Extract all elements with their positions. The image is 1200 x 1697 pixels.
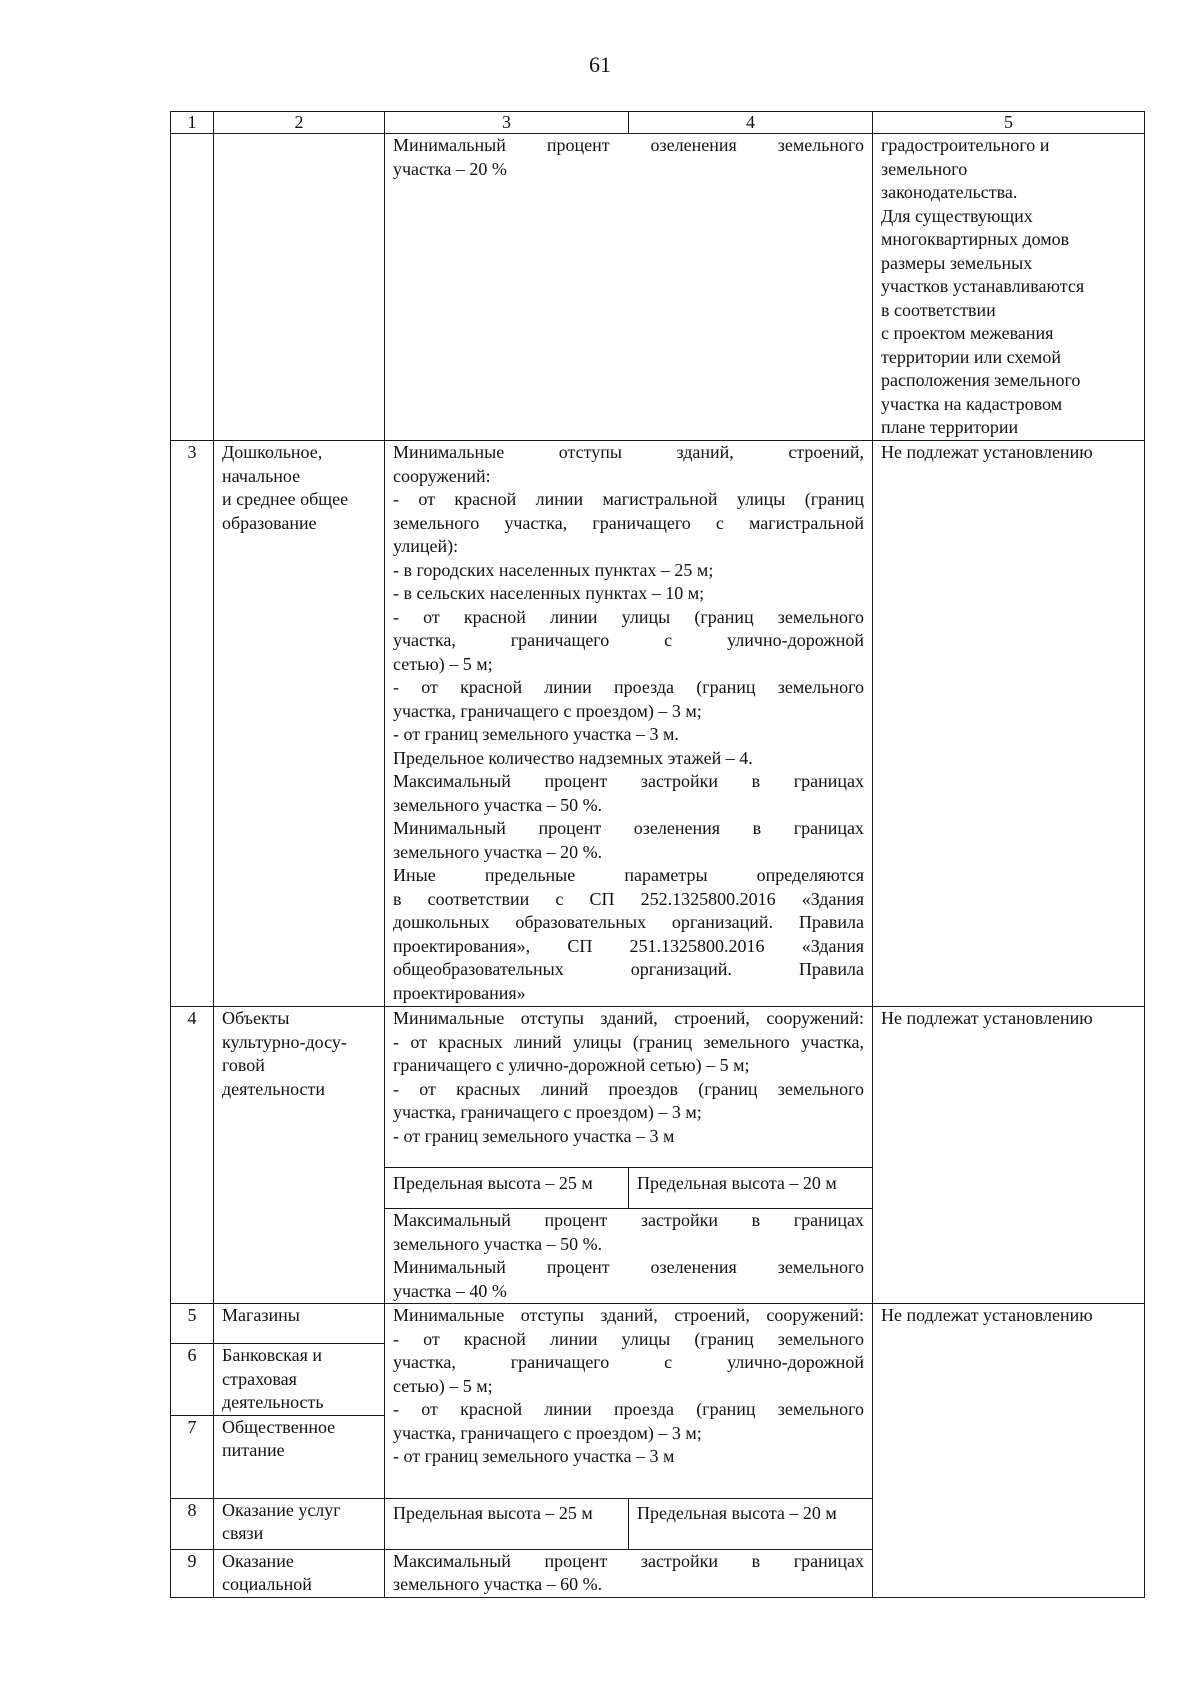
text-line: - от красных линий улицы (границ земельного участка, [393,1031,864,1052]
parameters-cell [385,1304,873,1499]
table-row-5 [171,1304,1145,1344]
text-line: проектирования» [393,982,526,1003]
parameters-cell [385,441,873,1007]
text-line: Общественное [222,1416,336,1437]
notes-cell: Не подлежат установлению [873,441,1145,1007]
height-limit-cell-urban: Предельная высота – 25 м [385,1498,629,1549]
text-line: культурно-досу- [222,1031,347,1052]
text-line: в соответствии [881,299,996,320]
text-line: участка, граничащего с проездом) – 3 м; [393,700,702,721]
text-line: Минимальный процент озеленения в границах [393,818,864,838]
height-limit-cell-rural: Предельная высота – 20 м [629,1498,873,1549]
text-line: плане территории [881,417,1019,437]
text-line: Минимальные отступы зданий, строений, сооружений: [393,1305,864,1325]
text-line: - от красной линии проезда (границ земельного [393,677,864,697]
text-line: - от красной линии улицы (границ земельного [393,1328,864,1349]
text-line: - в сельских населенных пунктах – 10 м; [393,583,705,603]
text-line: деятельность [222,1392,324,1412]
text-line: размеры земельных [881,252,1033,273]
text-line: общеобразовательных организаций. Правила [393,959,864,979]
notes-cell: Не подлежат установлению [873,1007,1145,1304]
text-line: участка – 20 % [393,158,507,179]
use-type-cell [214,1007,385,1304]
text-line: земельного [881,158,968,179]
text-line: земельного участка – 50 %. [393,1233,603,1254]
text-line: - от границ земельного участка – 3 м [393,1125,675,1146]
text-line: питание [222,1440,285,1460]
parameters-cell [385,1007,873,1168]
text-line: Магазины [222,1305,300,1325]
text-line: Минимальный процент озеленения земельного [393,1257,864,1277]
row-number: 8 [171,1498,214,1549]
row-number: 9 [171,1549,214,1597]
text-line: говой [222,1055,265,1075]
table-row-4 [171,1007,1145,1168]
row-number: 4 [171,1007,214,1304]
text-line: - от красной линии улицы (границ земельного [393,606,864,627]
height-limit-cell-rural: Предельная высота – 20 м [629,1168,873,1209]
text-line: улицей): [393,536,459,556]
notes-cell [873,134,1145,441]
text-line: участка, граничащего с проездом) – 3 м; [393,1422,702,1443]
text-line: градостроительного и [881,135,1050,155]
regulations-table [170,111,1145,1598]
text-line: в соответствии с СП 252.1325800.2016 «Здания [393,888,864,909]
text-line: Дошкольное, [222,442,323,462]
parameters-cell [385,1209,873,1304]
use-type-cell [214,1498,385,1549]
text-line: Минимальные отступы зданий, строений, сооружений: [393,1008,864,1028]
text-line: - от границ земельного участка – 3 м [393,1446,675,1466]
text-line: с проектом межевания [881,323,1054,343]
header-cell-4: 4 [629,112,873,134]
text-line: участка, граничащего с улично-дорожной [393,1352,864,1372]
text-line: Максимальный процент застройки в границах [393,1550,864,1571]
text-line: - в городских населенных пунктах – 25 м; [393,559,714,580]
text-line: Банковская и [222,1345,323,1365]
text-line: - от красной линии проезда (границ земельного [393,1399,864,1419]
text-line: дошкольных образовательных организаций. Правила [393,912,864,932]
row-number: 3 [171,441,214,1007]
text-line: территории или схемой [881,346,1061,367]
text-line: Иные предельные параметры определяются [393,865,864,885]
text-line: сетью) – 5 м; [393,1375,493,1396]
text-line: земельного участка – 60 %. [393,1574,603,1594]
text-line: и среднее общее [222,489,349,509]
text-line: Объекты [222,1008,290,1028]
use-type-cell [214,1549,385,1597]
text-line: участка – 40 % [393,1280,507,1301]
row-number: 6 [171,1344,214,1416]
text-line: социальной [222,1574,312,1594]
header-cell-2: 2 [214,112,385,134]
row-number: 7 [171,1415,214,1498]
table-header-row [171,112,1145,134]
use-type-cell [214,1415,385,1498]
use-type-cell [214,441,385,1007]
row-number: 5 [171,1304,214,1344]
text-line: Минимальные отступы зданий, строений, [393,442,864,462]
row-number [171,134,214,441]
table-row-3 [171,441,1145,1007]
text-line: образование [222,512,317,533]
text-line: земельного участка – 50 %. [393,794,603,815]
text-line: начальное [222,465,301,486]
text-line: деятельности [222,1078,326,1099]
text-line: расположения земельного [881,370,1081,390]
text-line: сетью) – 5 м; [393,653,493,674]
text-line: земельного участка, граничащего с магистральной [393,512,864,533]
text-line: Для существующих [881,205,1033,226]
text-line: сооружений: [393,465,491,486]
text-line: Оказание [222,1550,294,1571]
text-line: - от красных линий проездов (границ земельного [393,1078,864,1099]
text-line: Оказание услуг [222,1499,341,1520]
text-line: - от красной линии магистральной улицы (границ [393,489,864,509]
table-row-continuation [171,134,1145,441]
header-cell-1: 1 [171,112,214,134]
text-line: Минимальный процент озеленения земельного [393,135,864,155]
text-line: участков устанавливаются [881,276,1085,296]
header-cell-3: 3 [385,112,629,134]
text-line: граничащего с улично-дорожной сетью) – 5 м; [393,1055,750,1075]
text-line: связи [222,1523,264,1543]
text-line: многоквартирных домов [881,229,1070,249]
text-line: Предельное количество надземных этажей – 4. [393,747,753,768]
header-cell-5: 5 [873,112,1145,134]
text-line: - от границ земельного участка – 3 м. [393,724,679,744]
text-line: Максимальный процент застройки в границах [393,771,864,791]
text-line: проектирования», СП 251.1325800.2016 «Здания [393,935,864,956]
use-type-cell [214,134,385,441]
text-line: участка, граничащего с улично-дорожной [393,630,864,650]
text-line: страховая [222,1368,297,1389]
notes-cell: Не подлежат установлению [873,1304,1145,1598]
use-type-cell [214,1344,385,1416]
text-line: Максимальный процент застройки в границах [393,1210,864,1230]
use-type-cell [214,1304,385,1344]
text-line: законодательства. [881,182,1018,202]
parameters-cell [385,1549,873,1597]
page-number: 61 [589,52,611,77]
height-limit-cell-urban: Предельная высота – 25 м [385,1168,629,1209]
parameters-cell [385,134,873,441]
text-line: участка, граничащего с проездом) – 3 м; [393,1102,702,1122]
text-line: земельного участка – 20 %. [393,841,603,862]
text-line: участка на кадастровом [881,393,1063,414]
